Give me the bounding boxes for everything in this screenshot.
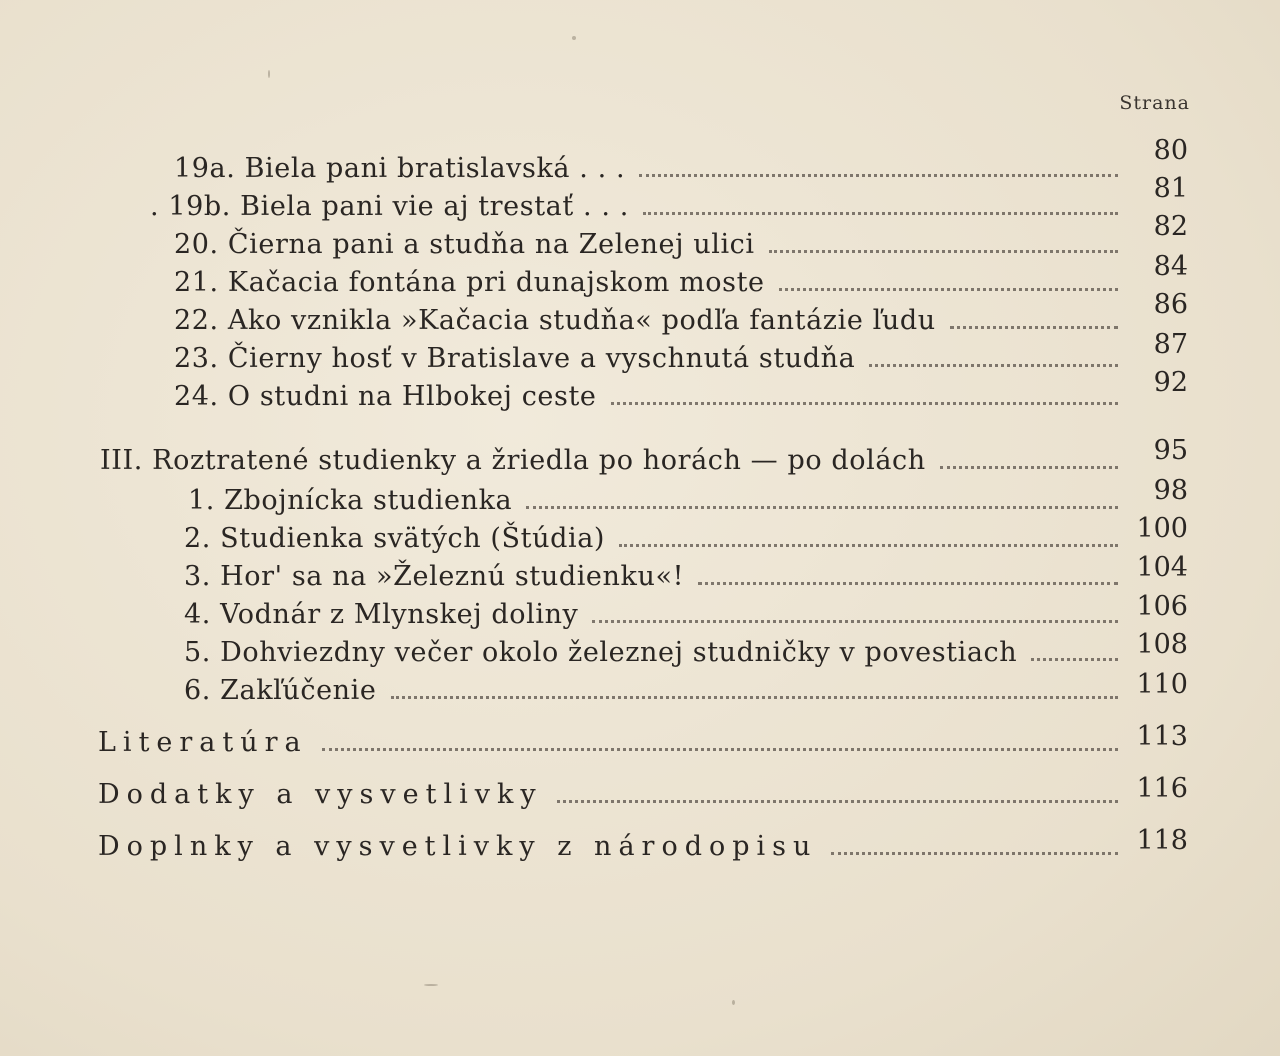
toc-entry (174, 262, 1132, 300)
dot-leader (940, 466, 1118, 469)
dot-leader (643, 212, 1118, 215)
toc-entry-page: 86 (1153, 289, 1188, 320)
toc-entry-title: 20. Čierna pani a studňa na Zelenej ulici (174, 229, 755, 260)
toc-entry-page: 82 (1153, 211, 1188, 242)
toc-entry (184, 632, 1132, 670)
toc-entry-page: 106 (1136, 591, 1188, 622)
toc-entry-title: 4. Vodnár z Mlynskej doliny (184, 599, 579, 630)
toc-entry (184, 670, 1132, 708)
toc-entry-title: 5. Dohviezdny večer okolo železnej studničky v povestiach (184, 637, 1018, 668)
toc-entry (174, 148, 1132, 186)
dot-leader (869, 364, 1118, 367)
toc-entry-page: 81 (1153, 173, 1188, 204)
toc-entry-title: 1. Zbojnícka studienka (188, 485, 513, 516)
toc-entry-title: 21. Kačacia fontána pri dunajskom moste (174, 267, 765, 298)
toc-entry-title: 24. O studni na Hlbokej ceste (174, 381, 597, 412)
paper-speck (572, 36, 576, 40)
toc-entry-title: Doplnky a vysvetlivky z národopisu (98, 831, 818, 862)
dot-leader (831, 852, 1118, 855)
toc-entry (184, 556, 1132, 594)
dot-leader (698, 582, 1118, 585)
toc-entry (174, 376, 1132, 414)
dot-leader (779, 288, 1118, 291)
toc-entry-page: 87 (1153, 329, 1188, 360)
toc-entry (188, 480, 1132, 518)
dot-leader (769, 250, 1118, 253)
toc-entry-title: 6. Zakľúčenie (184, 675, 377, 706)
dot-leader (322, 748, 1118, 751)
toc-entry-title: 22. Ako vznikla »Kačacia studňa« podľa fantázie ľudu (174, 305, 936, 336)
toc-entry-page: 95 (1153, 435, 1188, 466)
dot-leader (592, 620, 1118, 623)
toc-entry (184, 594, 1132, 632)
toc-entry-title: 23. Čierny hosť v Bratislave a vyschnutá studňa (174, 343, 856, 374)
paper-speck (732, 1000, 735, 1005)
toc-section-heading (98, 722, 1132, 760)
toc-entry-title: Dodatky a vysvetlivky (98, 779, 543, 810)
toc-entry-title: 19a. Biela pani bratislavská . . . (174, 153, 626, 184)
toc-entry-page: 80 (1153, 135, 1188, 166)
toc-section-heading (98, 774, 1132, 812)
dot-leader (391, 696, 1119, 699)
dot-leader (557, 800, 1118, 803)
toc-entry-page: 100 (1136, 513, 1188, 544)
toc-section-heading (98, 826, 1132, 864)
toc-entry-title: 2. Studienka svätých (Štúdia) (184, 523, 606, 554)
toc-entry-title: Literatúra (98, 727, 308, 758)
toc-entry (184, 518, 1132, 556)
dot-leader (611, 402, 1119, 405)
toc-entry-page: 98 (1153, 475, 1188, 506)
toc-entry-title: III. Roztratené studienky a žriedla po horách — po dolách (100, 445, 926, 476)
toc-entry-page: 92 (1153, 367, 1188, 398)
dot-leader (1031, 658, 1118, 661)
toc-entry-page: 116 (1136, 773, 1188, 804)
paper-speck (424, 984, 438, 986)
toc-entry-title: 3. Hor' sa na »Železnú studienku«! (184, 561, 685, 592)
toc-entry-page: 110 (1136, 669, 1188, 700)
toc-entry-page: 118 (1136, 825, 1188, 856)
toc-entry-page: 108 (1136, 629, 1188, 660)
toc-section-heading (100, 440, 1132, 478)
dot-leader (526, 506, 1118, 509)
toc-entry-title: . 19b. Biela pani vie aj trestať . . . (150, 191, 629, 222)
toc-entry (174, 300, 1132, 338)
dot-leader (619, 544, 1118, 547)
page-column-header: Strana (1119, 92, 1190, 114)
toc-entry (150, 186, 1132, 224)
dot-leader (950, 326, 1118, 329)
toc-entry-page: 113 (1136, 721, 1188, 752)
toc-entry (174, 224, 1132, 262)
toc-entry (174, 338, 1132, 376)
paper-speck (268, 70, 270, 78)
toc-entry-page: 84 (1153, 251, 1188, 282)
dot-leader (639, 174, 1118, 177)
toc-entry-page: 104 (1136, 552, 1188, 583)
